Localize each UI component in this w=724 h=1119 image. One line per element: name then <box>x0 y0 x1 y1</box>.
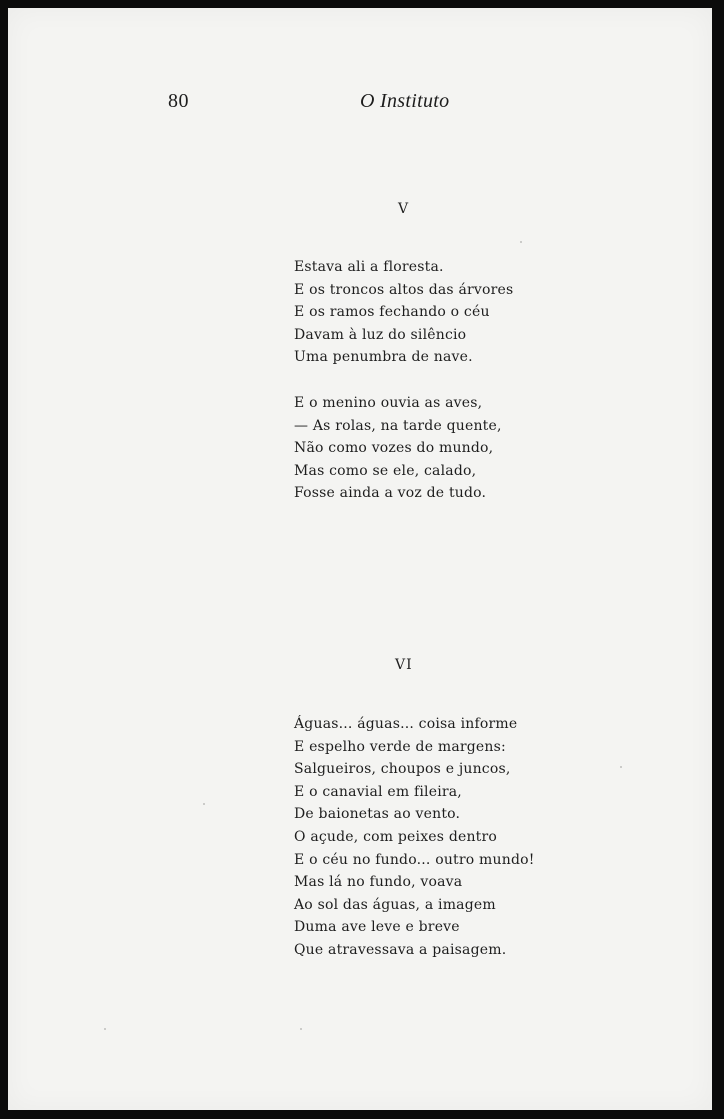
page-number: 80 <box>168 90 189 112</box>
poem-line: Mas lá no fundo, voava <box>294 874 463 891</box>
scan-speck <box>520 241 522 243</box>
poem-line: Duma ave leve e breve <box>294 919 460 936</box>
scan-speck <box>104 1028 106 1030</box>
section-heading-v: V <box>398 201 410 217</box>
poem-line: Águas... águas... coisa informe <box>294 716 518 732</box>
poem-line: Mas como se ele, calado, <box>294 462 477 479</box>
poem-line: E o menino ouvia as aves, <box>294 395 483 411</box>
book-page <box>8 8 712 1110</box>
poem-line: De baionetas ao vento. <box>294 806 461 823</box>
poem-line: Salgueiros, choupos e juncos, <box>294 761 511 778</box>
poem-line: E espelho verde de margens: <box>294 738 506 755</box>
section-heading-vi: VI <box>395 657 413 673</box>
scan-speck <box>620 766 622 768</box>
poem-line: — As rolas, na tarde quente, <box>294 417 502 434</box>
poem-line: Uma penumbra de nave. <box>294 349 473 366</box>
poem-line: E os troncos altos das árvores <box>294 281 514 298</box>
poem-line: O açude, com peixes dentro <box>294 828 498 845</box>
poem-line: E o canavial em fileira, <box>294 783 462 800</box>
poem-line: Ao sol das águas, a imagem <box>294 896 496 913</box>
poem-line: E os ramos fechando o céu <box>294 304 490 321</box>
poem-line: E o céu no fundo... outro mundo! <box>294 851 535 868</box>
poem-line: Davam à luz do silêncio <box>294 326 467 343</box>
stanza <box>294 713 535 962</box>
poem-line: Que atravessava a paisagem. <box>294 941 507 958</box>
stanza <box>294 256 513 369</box>
poem-line: Estava ali a floresta. <box>294 259 444 275</box>
stanza <box>294 392 502 505</box>
scan-speck <box>203 803 205 805</box>
running-head-title: O Instituto <box>360 90 450 112</box>
poem-line: Fosse ainda a voz de tudo. <box>294 485 487 502</box>
scan-speck <box>300 1028 302 1030</box>
poem-line: Não como vozes do mundo, <box>294 440 494 457</box>
